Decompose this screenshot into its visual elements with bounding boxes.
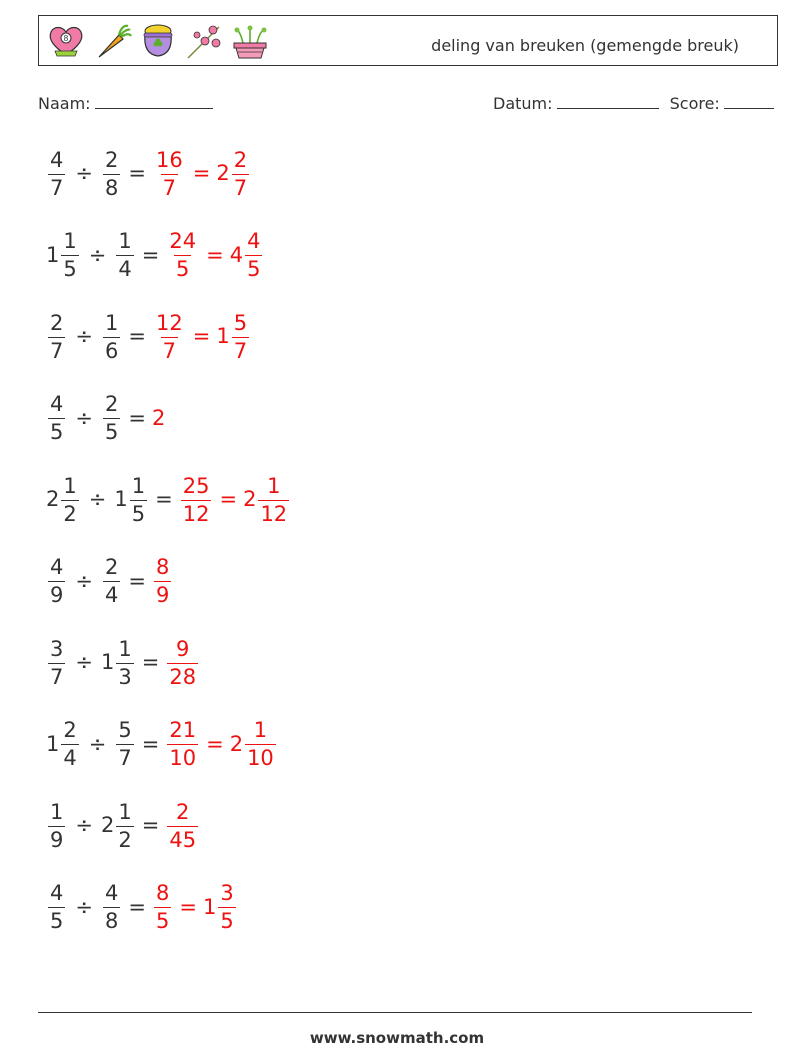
answer-equals-sign: = — [206, 731, 224, 756]
fraction — [61, 718, 78, 769]
numerator: 1 — [253, 718, 268, 742]
fraction — [48, 392, 65, 443]
problem-row — [46, 713, 291, 795]
name-blank — [95, 94, 213, 109]
answer — [165, 224, 264, 286]
whole-part: 1 — [46, 731, 60, 756]
fraction — [103, 148, 120, 199]
mixed-number — [46, 550, 67, 612]
numerator: 25 — [182, 473, 210, 498]
denominator: 5 — [104, 420, 119, 444]
fraction — [48, 148, 65, 199]
numerator: 4 — [50, 147, 64, 172]
mixed-number — [101, 876, 122, 938]
numerator: 2 — [63, 718, 77, 742]
numerator: 1 — [63, 229, 77, 253]
date-blank — [557, 94, 659, 109]
answer — [165, 794, 200, 856]
mixed-number — [101, 305, 122, 367]
denominator: 5 — [50, 420, 64, 444]
problem-row — [46, 142, 291, 224]
fraction — [116, 637, 133, 688]
divide-sign: ÷ — [75, 813, 93, 837]
denominator: 45 — [169, 827, 197, 852]
fraction — [48, 311, 65, 362]
fraction — [245, 718, 276, 769]
answer — [152, 550, 173, 612]
denominator: 5 — [247, 257, 261, 281]
fraction — [116, 800, 133, 851]
denominator: 2 — [118, 827, 132, 852]
answer — [152, 142, 251, 204]
whole-part: 2 — [46, 487, 60, 511]
fraction — [103, 881, 120, 932]
fraction — [218, 881, 235, 932]
mixed-number — [46, 387, 67, 449]
whole-part: 1 — [100, 650, 115, 674]
fraction — [103, 555, 120, 606]
mixed-number — [46, 794, 67, 856]
divide-sign: ÷ — [75, 650, 93, 674]
numerator: 3 — [220, 881, 234, 905]
date-label: Datum: — [493, 94, 553, 113]
fraction — [154, 881, 171, 932]
answer-whole-part: 4 — [229, 242, 244, 267]
divide-sign: ÷ — [75, 405, 93, 430]
answer — [152, 387, 165, 449]
fraction — [154, 148, 185, 199]
answer-equals-sign: = — [206, 242, 224, 267]
heart-march-8-icon — [45, 21, 87, 61]
divide-sign: ÷ — [75, 894, 93, 919]
numerator: 1 — [104, 310, 119, 335]
equals-sign: = — [128, 894, 146, 919]
denominator: 4 — [63, 746, 77, 770]
mixed-number — [114, 468, 149, 530]
fraction — [167, 229, 198, 280]
mixed-number — [101, 794, 136, 856]
divide-sign: ÷ — [75, 568, 93, 593]
denominator: 7 — [233, 175, 248, 200]
fraction — [61, 474, 78, 525]
pot-of-gold-icon — [137, 21, 179, 61]
denominator: 5 — [155, 909, 170, 933]
equals-sign: = — [141, 813, 160, 837]
fraction — [130, 474, 147, 525]
equals-sign: = — [155, 487, 173, 511]
fraction — [48, 637, 65, 688]
denominator: 5 — [220, 909, 234, 933]
divide-sign: ÷ — [88, 242, 107, 267]
answer-whole-part: 2 — [229, 731, 244, 756]
answer-equals-sign: = — [219, 487, 238, 511]
denominator: 10 — [169, 746, 197, 770]
fraction — [258, 474, 289, 525]
numerator: 1 — [50, 799, 64, 824]
mixed-number — [46, 224, 81, 286]
divide-sign: ÷ — [88, 731, 107, 756]
numerator: 9 — [176, 636, 190, 661]
numerator: 2 — [104, 555, 119, 579]
whole-part: 1 — [46, 242, 60, 267]
denominator: 5 — [176, 257, 190, 281]
equals-sign: = — [141, 650, 160, 674]
problem-row — [46, 876, 291, 958]
footer-divider — [38, 1012, 752, 1013]
numerator: 2 — [176, 799, 190, 824]
numerator: 3 — [50, 636, 64, 661]
fraction — [116, 718, 133, 769]
numerator: 5 — [118, 718, 132, 742]
denominator: 7 — [50, 175, 64, 200]
denominator: 28 — [169, 664, 197, 689]
flower-branch-icon — [183, 21, 225, 61]
numerator: 1 — [63, 473, 77, 498]
header-box — [38, 15, 778, 66]
answer — [152, 305, 251, 367]
answer-whole-part: 2 — [216, 161, 230, 185]
numerator: 1 — [118, 636, 132, 661]
equals-sign: = — [128, 324, 146, 348]
answer-whole-part: 1 — [216, 324, 230, 348]
numerator: 4 — [104, 881, 119, 905]
mixed-number — [46, 713, 81, 775]
numerator: 8 — [155, 555, 170, 579]
score-label: Score: — [669, 94, 720, 113]
answer-equals-sign: = — [192, 324, 211, 348]
problem-row — [46, 468, 291, 550]
numerator: 1 — [118, 229, 132, 253]
denominator: 7 — [118, 746, 132, 770]
numerator: 4 — [247, 229, 261, 253]
denominator: 7 — [50, 664, 64, 689]
denominator: 5 — [131, 501, 146, 526]
whole-answer: 2 — [151, 405, 166, 430]
problem-list — [46, 142, 291, 957]
mixed-number — [101, 550, 122, 612]
numerator: 5 — [233, 310, 248, 335]
denominator: 8 — [104, 175, 119, 200]
equals-sign: = — [128, 568, 146, 593]
problem-row — [46, 631, 291, 713]
denominator: 8 — [104, 909, 119, 933]
denominator: 7 — [233, 338, 248, 363]
fraction — [232, 148, 249, 199]
name-field — [38, 94, 213, 113]
denominator: 7 — [162, 338, 177, 363]
problem-row — [46, 387, 291, 469]
answer — [179, 468, 291, 530]
numerator: 1 — [118, 799, 132, 824]
denominator: 10 — [247, 746, 274, 770]
denominator: 12 — [182, 501, 210, 526]
numerator: 16 — [155, 147, 183, 172]
icon-strip — [45, 21, 271, 61]
denominator: 5 — [50, 909, 64, 933]
fraction — [167, 637, 198, 688]
problem-row — [46, 794, 291, 876]
name-label: Naam: — [38, 94, 91, 113]
numerator: 1 — [267, 473, 281, 498]
equals-sign: = — [128, 161, 146, 185]
mixed-number — [101, 387, 122, 449]
denominator: 9 — [50, 583, 64, 607]
denominator: 9 — [155, 583, 170, 607]
footer-site: www.snowmath.com — [309, 1029, 485, 1047]
score-blank — [724, 94, 774, 109]
denominator: 4 — [118, 257, 132, 281]
equals-sign: = — [141, 242, 160, 267]
mixed-number — [46, 305, 67, 367]
numerator: 21 — [169, 718, 197, 742]
fraction — [103, 392, 120, 443]
numerator: 2 — [233, 147, 248, 172]
problem-row — [46, 224, 291, 306]
whole-part: 1 — [114, 487, 128, 511]
numerator: 12 — [155, 310, 183, 335]
fraction — [103, 311, 120, 362]
mixed-number — [46, 631, 67, 693]
equals-sign: = — [141, 731, 160, 756]
problem-row — [46, 305, 291, 387]
denominator: 7 — [50, 338, 64, 363]
fraction — [48, 555, 65, 606]
problem-row — [46, 550, 291, 632]
denominator: 5 — [63, 257, 77, 281]
fraction — [181, 474, 212, 525]
numerator: 2 — [104, 392, 119, 416]
fraction — [61, 229, 78, 280]
answer-equals-sign: = — [192, 161, 211, 185]
numerator: 1 — [131, 473, 146, 498]
numerator: 2 — [104, 147, 119, 172]
numerator: 4 — [50, 881, 64, 905]
carrot-icon — [91, 21, 133, 61]
answer — [165, 713, 277, 775]
svg-text:8: 8 — [63, 34, 69, 43]
denominator: 3 — [118, 664, 132, 689]
denominator: 2 — [63, 501, 77, 526]
divide-sign: ÷ — [75, 161, 93, 185]
divide-sign: ÷ — [75, 324, 93, 348]
sprout-planter-icon — [229, 21, 271, 61]
mixed-number — [114, 224, 135, 286]
fraction — [167, 718, 198, 769]
answer-equals-sign: = — [179, 894, 197, 919]
answer — [165, 631, 200, 693]
numerator: 4 — [50, 392, 64, 416]
mixed-number — [46, 876, 67, 938]
fraction — [48, 881, 65, 932]
mixed-number — [46, 142, 67, 204]
mixed-number — [114, 713, 135, 775]
denominator: 4 — [104, 583, 119, 607]
numerator: 8 — [155, 881, 170, 905]
denominator: 12 — [260, 501, 288, 526]
whole-part: 2 — [100, 813, 115, 837]
fraction — [154, 555, 171, 606]
mixed-number — [46, 468, 81, 530]
mixed-number — [101, 631, 136, 693]
fraction — [245, 229, 262, 280]
worksheet-title: deling van breuken (gemengde breuk) — [431, 36, 739, 55]
fraction — [48, 800, 65, 851]
date-score-field — [493, 94, 774, 113]
fraction — [154, 311, 185, 362]
numerator: 24 — [169, 229, 197, 253]
numerator: 4 — [50, 555, 64, 579]
fraction — [232, 311, 249, 362]
answer-whole-part: 2 — [243, 487, 257, 511]
denominator: 7 — [162, 175, 177, 200]
equals-sign: = — [128, 405, 146, 430]
fraction — [167, 800, 198, 851]
divide-sign: ÷ — [88, 487, 107, 511]
answer-whole-part: 1 — [202, 894, 217, 919]
denominator: 6 — [104, 338, 119, 363]
fraction — [116, 229, 133, 280]
numerator: 2 — [50, 310, 64, 335]
answer — [152, 876, 238, 938]
denominator: 9 — [50, 827, 64, 852]
mixed-number — [101, 142, 122, 204]
